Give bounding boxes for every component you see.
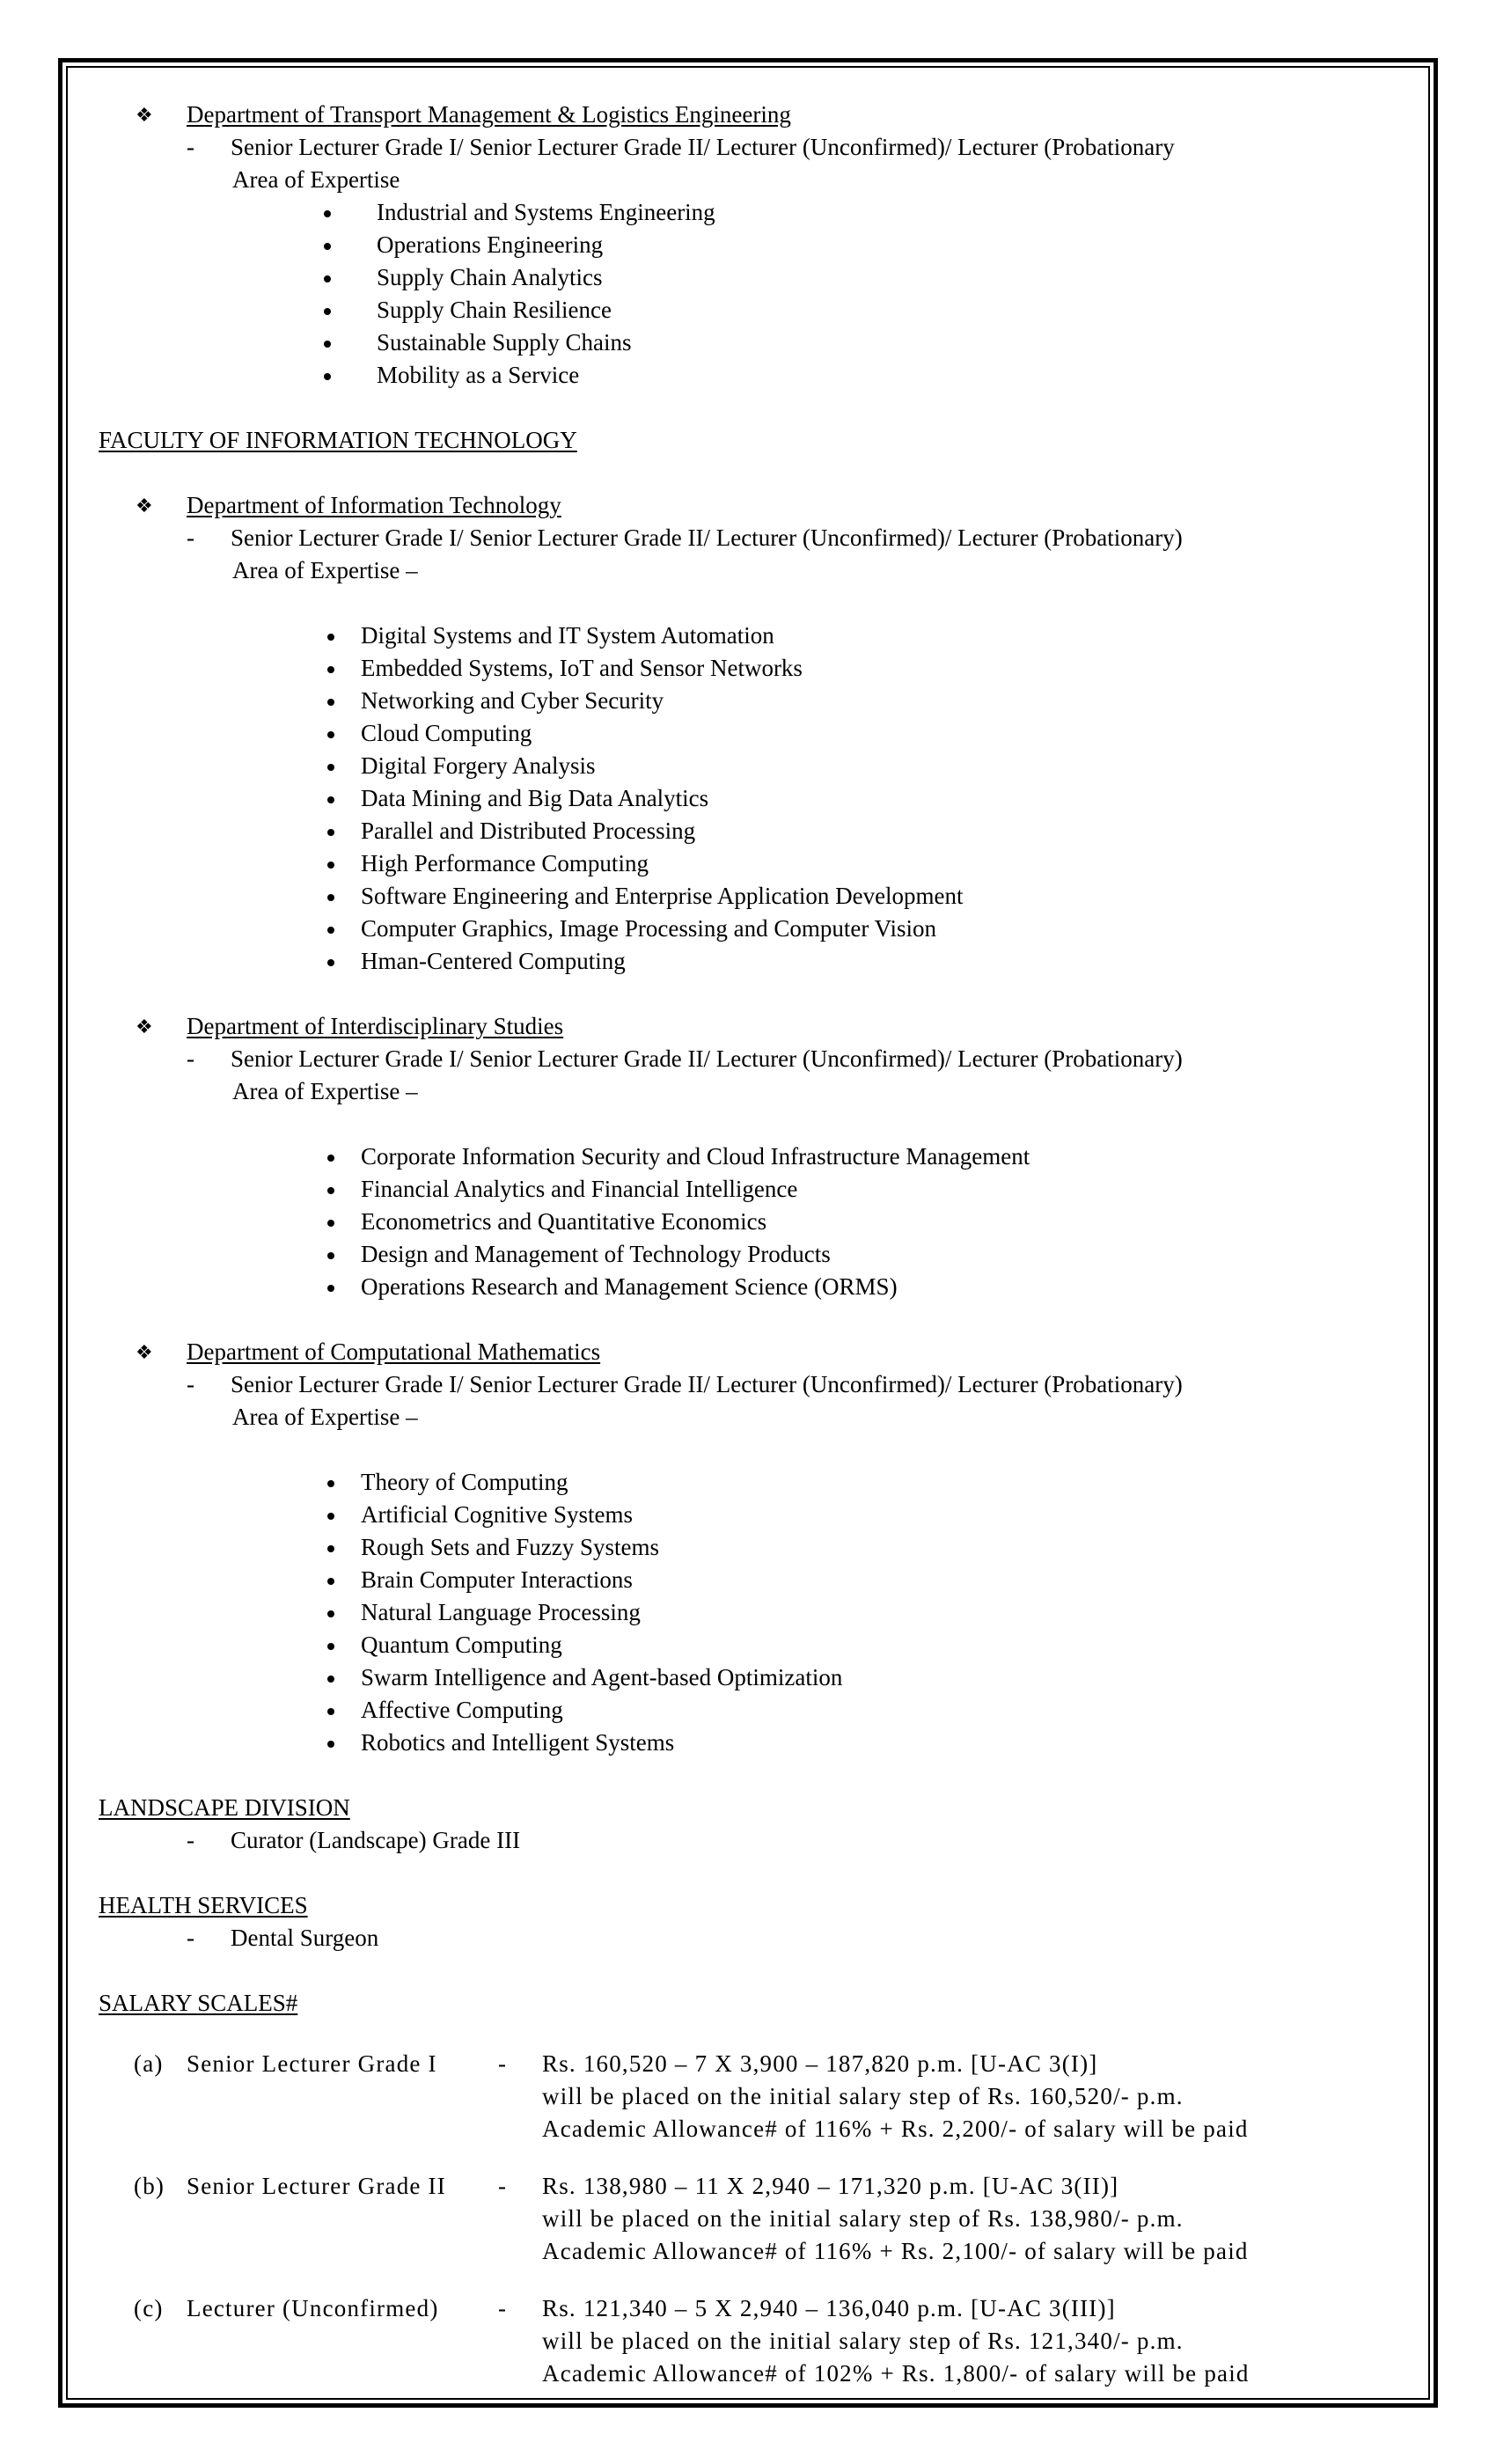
list-item xyxy=(99,1271,1383,1303)
list-item xyxy=(99,913,1383,945)
bullet-dot-icon xyxy=(327,634,334,641)
salary-row xyxy=(99,2170,1383,2203)
bullet-dot-icon xyxy=(327,1480,334,1487)
diamond-bullet-icon: ❖ xyxy=(136,495,153,517)
salary-allowance: Academic Allowance# of 102% + Rs. 1,800/- of salary will be paid xyxy=(542,2360,1250,2387)
list-item xyxy=(99,685,1383,717)
salary-allowance: Academic Allowance# of 116% + Rs. 2,200/- of salary will be paid xyxy=(542,2116,1249,2142)
area-of-expertise: Digital Systems and IT System Automation xyxy=(361,622,774,649)
dept-it xyxy=(99,489,1383,522)
post-titles: Senior Lecturer Grade I/ Senior Lecturer Grade II/ Lecturer (Unconfirmed)/ Lecturer (Probationary) xyxy=(231,524,1183,551)
salary-table xyxy=(99,2048,1383,2390)
area-label: Area of Expertise – xyxy=(232,1404,418,1430)
area-of-expertise: Operations Research and Management Science (ORMS) xyxy=(361,1273,898,1300)
area-of-expertise: Financial Analytics and Financial Intelligence xyxy=(361,1176,798,1202)
salary-scale: Rs. 138,980 – 11 X 2,940 – 171,320 p.m. [U-AC 3(II)] xyxy=(542,2173,1119,2199)
bullet-dot-icon xyxy=(327,1252,334,1259)
document-body xyxy=(99,99,1383,2390)
list-item xyxy=(99,229,1383,261)
bullet-dot-icon xyxy=(327,1708,334,1715)
dept-interdisciplinary xyxy=(99,1010,1383,1043)
bullet-dot-icon xyxy=(324,308,331,315)
salary-step-line xyxy=(99,2080,1383,2113)
area-list xyxy=(99,196,1383,392)
area-of-expertise: Embedded Systems, IoT and Sensor Networks xyxy=(361,655,803,681)
bullet-dot-icon xyxy=(324,341,331,348)
area-of-expertise: Econometrics and Quantitative Economics xyxy=(361,1208,767,1235)
area-label: Area of Expertise – xyxy=(232,1078,418,1104)
area-of-expertise: Affective Computing xyxy=(361,1697,563,1723)
salary-allowance-line xyxy=(99,2113,1383,2145)
bullet-dot-icon xyxy=(327,699,334,706)
bullet-dot-icon xyxy=(324,373,331,380)
salary-dash: - xyxy=(498,2173,508,2199)
dept-heading: Department of Information Technology xyxy=(187,492,561,518)
bullet-dot-icon xyxy=(324,275,331,282)
area-of-expertise: Networking and Cyber Security xyxy=(361,687,664,714)
list-item xyxy=(99,815,1383,847)
list-item xyxy=(99,1596,1383,1629)
area-of-expertise: Cloud Computing xyxy=(361,720,532,746)
post-titles: Senior Lecturer Grade I/ Senior Lecturer Grade II/ Lecturer (Unconfirmed)/ Lecturer (Probationary) xyxy=(231,1371,1183,1397)
post-titles: Curator (Landscape) Grade III xyxy=(231,1827,521,1853)
area-of-expertise: Robotics and Intelligent Systems xyxy=(361,1729,675,1756)
area-of-expertise: Data Mining and Big Data Analytics xyxy=(361,785,709,811)
area-of-expertise: Design and Management of Technology Products xyxy=(361,1241,831,1267)
salary-letter: (a) xyxy=(134,2050,164,2077)
area-of-expertise: Computer Graphics, Image Processing and Computer Vision xyxy=(361,915,937,942)
bullet-dot-icon xyxy=(327,927,334,934)
bullet-dot-icon xyxy=(327,1676,334,1683)
area-of-expertise: Rough Sets and Fuzzy Systems xyxy=(361,1534,660,1560)
area-of-expertise: High Performance Computing xyxy=(361,850,649,876)
list-item xyxy=(99,945,1383,978)
bullet-dot-icon xyxy=(324,243,331,250)
area-of-expertise: Sustainable Supply Chains xyxy=(377,329,632,356)
list-item xyxy=(99,294,1383,326)
salary-dash: - xyxy=(498,2050,508,2077)
area-of-expertise: Operations Engineering xyxy=(377,231,604,258)
salary-letter: (b) xyxy=(134,2173,165,2199)
section-heading: SALARY SCALES# xyxy=(99,1990,298,2016)
area-label: Area of Expertise – xyxy=(232,557,418,583)
salary-step: will be placed on the initial salary step of Rs. 121,340/- p.m. xyxy=(542,2328,1184,2354)
list-item xyxy=(99,261,1383,294)
post-line: - Senior Lecturer Grade I/ Senior Lecturer Grade II/ Lecturer (Unconfirmed)/ Lecturer (Probationary xyxy=(187,134,1175,160)
post-line: - Dental Surgeon xyxy=(187,1925,379,1951)
salary-dash: - xyxy=(498,2295,508,2321)
section-heading: FACULTY OF INFORMATION TECHNOLOGY xyxy=(99,427,577,453)
bullet-dot-icon xyxy=(327,764,334,771)
salary-post: Senior Lecturer Grade II xyxy=(187,2173,446,2199)
area-of-expertise: Hman-Centered Computing xyxy=(361,948,626,974)
list-item xyxy=(99,750,1383,782)
bullet-dot-icon xyxy=(327,1643,334,1650)
salary-scale: Rs. 160,520 – 7 X 3,900 – 187,820 p.m. [U-AC 3(I)] xyxy=(542,2050,1098,2077)
area-of-expertise: Industrial and Systems Engineering xyxy=(377,199,715,225)
post-line: - Senior Lecturer Grade I/ Senior Lecturer Grade II/ Lecturer (Unconfirmed)/ Lecturer (Probationary) xyxy=(187,524,1183,551)
list-item xyxy=(99,1140,1383,1173)
area-list xyxy=(99,620,1383,978)
post-line: - Senior Lecturer Grade I/ Senior Lecturer Grade II/ Lecturer (Unconfirmed)/ Lecturer (Probationary) xyxy=(187,1045,1183,1072)
area-of-expertise: Theory of Computing xyxy=(361,1469,568,1495)
list-item xyxy=(99,196,1383,229)
salary-step: will be placed on the initial salary step of Rs. 160,520/- p.m. xyxy=(542,2083,1184,2109)
bullet-dot-icon xyxy=(327,1285,334,1292)
area-of-expertise: Supply Chain Analytics xyxy=(377,264,603,290)
area-of-expertise: Digital Forgery Analysis xyxy=(361,752,596,779)
section-heading: LANDSCAPE DIVISION xyxy=(99,1794,350,1821)
salary-row xyxy=(99,2048,1383,2080)
salary-step-line xyxy=(99,2325,1383,2358)
list-item xyxy=(99,1499,1383,1531)
bullet-dot-icon xyxy=(327,1220,334,1227)
bullet-dot-icon xyxy=(327,862,334,869)
diamond-bullet-icon: ❖ xyxy=(136,1341,153,1363)
section-heading: HEALTH SERVICES xyxy=(99,1892,308,1918)
area-of-expertise: Mobility as a Service xyxy=(377,362,580,388)
list-item xyxy=(99,880,1383,913)
post-titles: Senior Lecturer Grade I/ Senior Lecturer Grade II/ Lecturer (Unconfirmed)/ Lecturer (Probationary xyxy=(231,134,1175,160)
bullet-dot-icon xyxy=(324,210,331,217)
salary-allowance: Academic Allowance# of 116% + Rs. 2,100/- of salary will be paid xyxy=(542,2238,1249,2264)
area-of-expertise: Swarm Intelligence and Agent-based Optimization xyxy=(361,1664,843,1690)
list-item xyxy=(99,620,1383,652)
salary-scale: Rs. 121,340 – 5 X 2,940 – 136,040 p.m. [U-AC 3(III)] xyxy=(542,2295,1116,2321)
salary-post: Lecturer (Unconfirmed) xyxy=(187,2295,439,2321)
bullet-dot-icon xyxy=(327,796,334,803)
bullet-dot-icon xyxy=(327,1741,334,1748)
salary-letter: (c) xyxy=(134,2295,164,2321)
salary-row xyxy=(99,2292,1383,2325)
bullet-dot-icon xyxy=(327,894,334,901)
area-of-expertise: Parallel and Distributed Processing xyxy=(361,818,696,844)
area-of-expertise: Quantum Computing xyxy=(361,1632,562,1658)
list-item xyxy=(99,1206,1383,1238)
list-item xyxy=(99,326,1383,359)
bullet-dot-icon xyxy=(327,1610,334,1617)
bullet-dot-icon xyxy=(327,731,334,738)
list-item xyxy=(99,1727,1383,1759)
list-item xyxy=(99,1173,1383,1206)
bullet-dot-icon xyxy=(327,829,334,836)
bullet-dot-icon xyxy=(327,1513,334,1520)
list-item xyxy=(99,847,1383,880)
list-item xyxy=(99,652,1383,685)
area-of-expertise: Corporate Information Security and Cloud Infrastructure Management xyxy=(361,1143,1030,1170)
bullet-dot-icon xyxy=(327,1187,334,1194)
post-titles: Senior Lecturer Grade I/ Senior Lecturer Grade II/ Lecturer (Unconfirmed)/ Lecturer (Probationary) xyxy=(231,1045,1183,1072)
list-item xyxy=(99,1531,1383,1564)
dept-computational-mathematics xyxy=(99,1336,1383,1368)
list-item xyxy=(99,1238,1383,1271)
post-line: - Curator (Landscape) Grade III xyxy=(187,1827,521,1853)
post-line: - Senior Lecturer Grade I/ Senior Lecturer Grade II/ Lecturer (Unconfirmed)/ Lecturer (Probationary) xyxy=(187,1371,1183,1397)
area-list xyxy=(99,1466,1383,1759)
bullet-dot-icon xyxy=(327,959,334,966)
area-of-expertise: Software Engineering and Enterprise Application Development xyxy=(361,883,964,909)
bullet-dot-icon xyxy=(327,1578,334,1585)
list-item xyxy=(99,717,1383,750)
diamond-bullet-icon: ❖ xyxy=(136,104,153,126)
dept-heading: Department of Computational Mathematics xyxy=(187,1338,601,1365)
list-item xyxy=(99,782,1383,815)
area-list xyxy=(99,1140,1383,1303)
area-label: Area of Expertise xyxy=(232,166,400,193)
list-item xyxy=(99,1661,1383,1694)
bullet-dot-icon xyxy=(327,666,334,673)
post-titles: Dental Surgeon xyxy=(231,1925,379,1951)
area-of-expertise: Supply Chain Resilience xyxy=(377,297,612,323)
salary-allowance-line xyxy=(99,2358,1383,2390)
bullet-dot-icon xyxy=(327,1155,334,1162)
list-item xyxy=(99,1629,1383,1661)
area-of-expertise: Artificial Cognitive Systems xyxy=(361,1501,633,1528)
salary-post: Senior Lecturer Grade I xyxy=(187,2050,437,2077)
salary-allowance-line xyxy=(99,2235,1383,2268)
area-of-expertise: Brain Computer Interactions xyxy=(361,1566,633,1593)
dept-heading: Department of Interdisciplinary Studies xyxy=(187,1013,564,1039)
bullet-dot-icon xyxy=(327,1545,334,1552)
list-item xyxy=(99,359,1383,392)
list-item xyxy=(99,1466,1383,1499)
diamond-bullet-icon: ❖ xyxy=(136,1016,153,1038)
salary-step-line xyxy=(99,2203,1383,2235)
list-item xyxy=(99,1694,1383,1727)
area-of-expertise: Natural Language Processing xyxy=(361,1599,641,1625)
dept-heading: Department of Transport Management & Logistics Engineering xyxy=(187,101,791,128)
salary-step: will be placed on the initial salary step of Rs. 138,980/- p.m. xyxy=(542,2205,1184,2232)
dept-transport xyxy=(99,99,1383,131)
list-item xyxy=(99,1564,1383,1596)
